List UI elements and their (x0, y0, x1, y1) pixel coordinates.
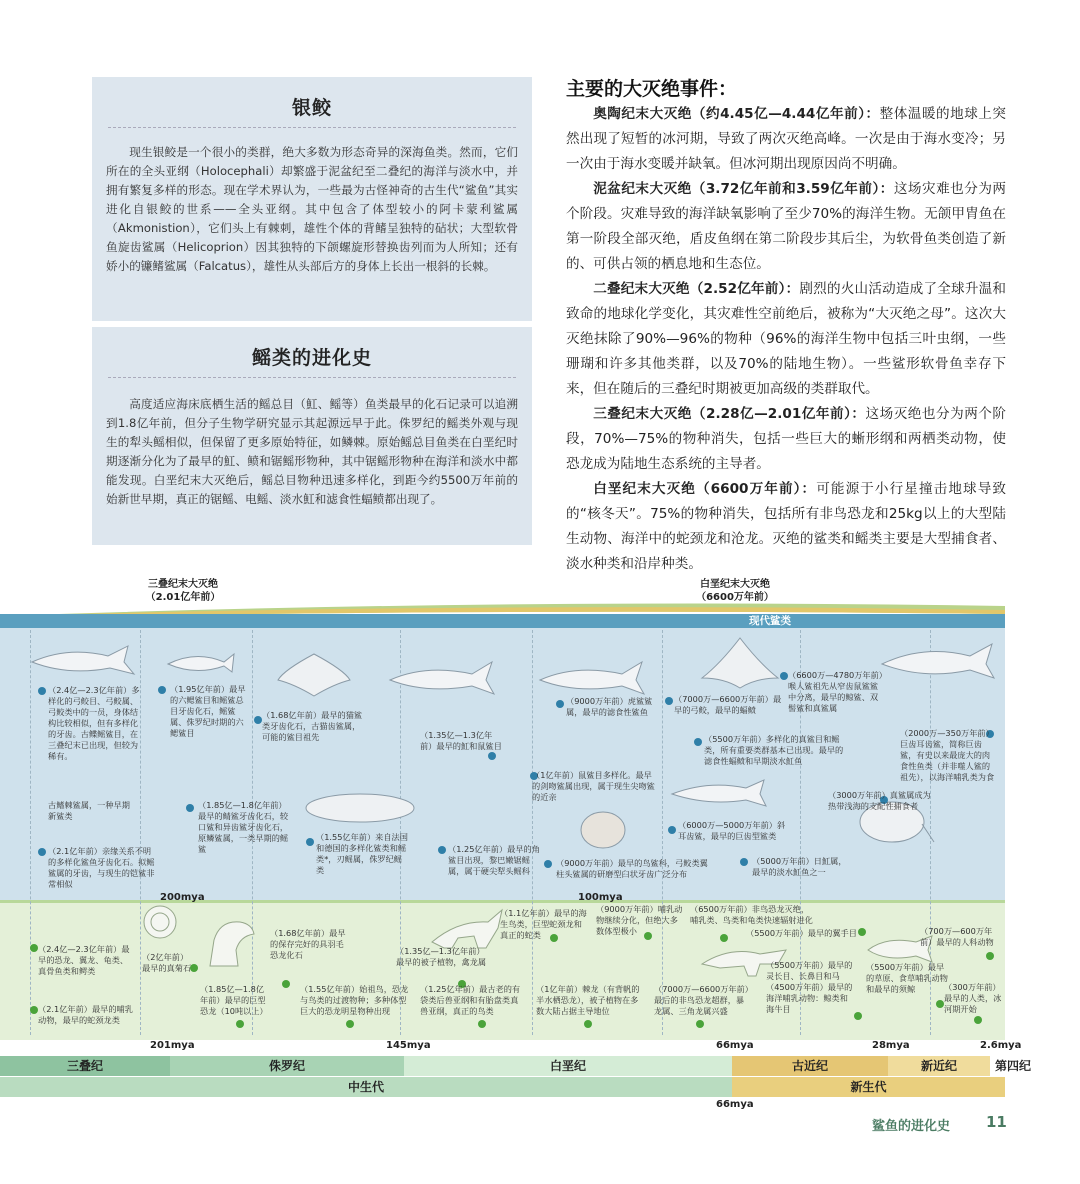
land-note: （700万—600万年前）最早的人科动物 (920, 926, 994, 947)
land-note: （9000万年前）哺乳动物继续分化，但绝大多数体型极小 (596, 904, 683, 936)
mya-label: 66mya (716, 1040, 754, 1051)
dinosaur-illustration (428, 902, 508, 952)
event-dot (668, 826, 676, 834)
sea-note: （1.68亿年前）最早的猫鲨类牙齿化石，古猫齿鲨属，可能的鲨目祖先 (262, 710, 363, 742)
mya-label: 201mya (150, 1040, 195, 1051)
extinction-item: 三叠纪末大灭绝（2.28亿—2.01亿年前）：这场灭绝也分为两个阶段，70%—75%的物种消失，包括一些巨大的蜥形纲和两栖类动物，使恐龙成为陆地生态系统的主导者。 (566, 406, 1007, 472)
period-jurassic: 侏罗纪 (170, 1056, 404, 1076)
extinction-item: 白垩纪末大灭绝（6600万年前）：可能源于小行星撞击地球导致的“核冬天”。75%的物种消失，包括所有非鸟恐龙和25kg以上的大型陆生动物、海洋中的蛇颈龙和沧龙。灭绝的鲨类和鳐类主要是大型捕食者、淡水种类和沿岸种类。 (566, 481, 1006, 572)
event-triassic-label: 三叠纪末大灭绝 （2.01亿年前） (145, 579, 221, 603)
mya-label: 100mya (578, 892, 623, 903)
chimaera-text: 现生银鲛是一个很小的类群，绝大多数为形态奇异的深海鱼类。然而，它们所在的全头亚纲（Holocephali）却繁盛于泥盆纪至二叠纪的海洋与淡水中，并拥有繁复多样的形态。现在学术界认为，一些最为古怪神奇的古生代“鲨鱼”其实进化自银鲛的世系——全头亚纲。其中包含了体型较小的阿卡蒙利鲨属（Akmonistion），它们头上有棘刺，雄性个体的背鳍呈独特的砧状；大型软骨鱼旋齿鲨属（Helicoprion）因其独特的下颌螺旋形替换齿列而为人所知；还有娇小的镰鳍鲨属（Falcatus），雄性从头部后方的身体上长出一根斜的长棘。 (106, 145, 518, 273)
sea-note: （1.25亿年前）最早的角鲨目出现，黎巴嫩锯鳐属，属于硬尖犁头鳐科 (448, 844, 540, 876)
event-dot (780, 672, 788, 680)
chimaera-box (92, 77, 532, 321)
mya-label: 66mya (716, 1099, 754, 1110)
sea-note: （6000万—5000万年前）斜耳齿鲨，最早的巨齿型鲨类 (678, 820, 786, 841)
event-cretaceous-label: 白垩纪末大灭绝 （6600万年前） (696, 579, 774, 603)
guide-line (532, 630, 533, 1035)
event-dot (282, 980, 290, 988)
page-number: 11 (986, 1113, 1007, 1131)
event-dot (665, 697, 673, 705)
rays-box (92, 327, 532, 545)
sea-note: 古鳍棘鲨属，一种早期新鲨类 (48, 800, 130, 821)
sea-note: （3000万年前）真鲨属成为热带浅海的支配性捕食者 (828, 790, 931, 811)
extinction-list (566, 102, 1006, 577)
event-dot (30, 1006, 38, 1014)
shark-illustration (28, 640, 138, 680)
divider (108, 127, 516, 128)
land-note: （2.4亿—2.3亿年前）最早的恐龙、翼龙、龟类、真骨鱼类和鳄类 (38, 944, 130, 976)
megalodon-illustration (878, 640, 998, 682)
land-note: （5500万年前）最早的灵长目、长鼻目和马（4500万年前）最早的海洋哺乳动物：鲸类和海牛目 (766, 960, 853, 1014)
modern-sharks-label: 现代鲨类 (749, 615, 791, 627)
event-dot (438, 846, 446, 854)
period-quaternary: 第四纪 (990, 1056, 1036, 1076)
footer-title: 鲨鱼的进化史 (872, 1119, 951, 1134)
sea-note: （1.85亿—1.8亿年前）最早的鲭鲨牙齿化石，较口鲨和异齿鲨牙齿化石，原鳞鲨属，一类早期的鳐鲨 (198, 800, 289, 854)
rays-title: 鳐类的进化史 (251, 347, 372, 369)
sea-note: （9000万年前）最早的鸟鲨科，弓鲛类翼柱头鲨属的研磨型臼状牙齿广泛分布 (556, 858, 708, 879)
era-cenozoic: 新生代 (732, 1077, 1005, 1097)
sea-note: （6600万—4780万年前）喉人鲨祖先从窄齿鼠鲨鲨中分离，最早的鲸鲨、双髻鲨和真鲨属 (788, 670, 883, 713)
event-dot (30, 944, 38, 952)
event-dot (488, 752, 496, 760)
shark-illustration (668, 776, 768, 810)
land-note: （1.1亿年前）最早的海生鸟类，巨型蛇颈龙和真正的蛇类 (500, 908, 587, 940)
event-dot (936, 1000, 944, 1008)
sea-note: （1.35亿—1.3亿年前）最早的魟和鼠鲨目 (420, 730, 502, 751)
sea-note: （1.55亿年前）来自法国和德国的多样化鲨类和鳐类*，刃鳐属，侏罗纪鳐类 (316, 832, 408, 875)
mya-label: 28mya (872, 1040, 910, 1051)
event-dot (236, 1020, 244, 1028)
rays-text: 高度适应海床底栖生活的鳐总目（魟、鳐等）鱼类最早的化石记录可以追溯到1.8亿年前，但分子生物学研究显示其起源远早于此。侏罗纪的鳐类外观与现生的犁头鳐相似，但保留了更多原始特征，如鳞棘。原始鳐总目鱼类在白垩纪时期逐渐分化为了最早的魟、鲼和锯鳐形物种，其中锯鳐形物种在海洋和淡水中都能发现。白垩纪末大灭绝后，鳐总目物种迅速多样化，到距今约5500万年前的始新世早期，真正的锯鳐、电鳐、淡水魟和滤食性蝠鲼都出现了。 (106, 397, 518, 506)
event-dot (544, 860, 552, 868)
sea-note: （1.95亿年前）最早的六鳃鲨目和鳐鲨总目牙齿化石，鳐鲨属、侏罗纪时期的六鳃鲨目 (170, 684, 246, 738)
sea-note: （5500万年前）多样化的真鲨目和鳐类，所有重要类群基本已出现。最早的滤食性蝠鲼和早期淡水魟鱼 (704, 734, 844, 766)
land-note: （1.68亿年前）最早的保存完好的具羽毛恐龙化石 (270, 928, 346, 960)
event-dot (478, 1020, 486, 1028)
ray-illustration (300, 790, 420, 826)
sea-note: （9000万年前）虎鲨鲨属，最早的滤食性鲨鱼 (566, 696, 653, 717)
land-note: （1.85亿—1.8亿年前）最早的巨型恐龙（10吨以上） (200, 984, 268, 1016)
extinction-heading: 主要的大灭绝事件： (566, 78, 738, 100)
event-dot (306, 838, 314, 846)
event-dot (694, 738, 702, 746)
period-cretaceous: 白垩纪 (404, 1056, 732, 1076)
extinction-item: 泥盆纪末大灭绝（3.72亿年前和3.59亿年前）：这场灾难也分为两个阶段。灾难导致的海洋缺氧影响了至少70%的海洋生物。无颌甲胄鱼在第一阶段全部灭绝，盾皮鱼纲在第二阶段步其后尘，为软骨鱼类创造了新的、可供占领的栖息地和生态位。 (566, 181, 1007, 272)
event-dot (858, 928, 866, 936)
mya-label: 145mya (386, 1040, 431, 1051)
land-note: （5500万年前）最早的翼手目 (746, 928, 857, 938)
event-dot (38, 848, 46, 856)
land-note: （1.35亿—1.3亿年前）最早的被子植物，禽龙属 (396, 946, 487, 967)
event-dot (186, 804, 194, 812)
land-note: （1.25亿年前）最古老的有袋类后兽亚纲和有胎盘类真兽亚纲，真正的鸟类 (420, 984, 521, 1016)
sea-note: （2000万—350万年前）巨齿耳齿鲨，简称巨齿鲨，有史以来最庞大的肉食性鱼类（并非噬人鲨的祖先），以海洋哺乳类为食 (900, 728, 995, 782)
mya-label: 2.6mya (980, 1040, 1022, 1051)
shark-illustration (536, 660, 646, 696)
sea-note: （1亿年前）鼠鲨目多样化。最早的剑吻鲨属出现，属于现生尖吻鲨的近亲 (532, 770, 655, 802)
modern-sharks-bar (0, 614, 1005, 628)
land-note: （7000万—6600万年前）最后的非鸟恐龙超群，暴龙属、三角龙属兴盛 (654, 984, 749, 1016)
mya-label: 200mya (160, 892, 205, 903)
period-triassic: 三叠纪 (0, 1056, 170, 1076)
event-dot (584, 1020, 592, 1028)
sea-note: （2.1亿年前）亲缘关系不明的多样化鲨鱼牙齿化石。拟鳐鲨属的牙齿，与现生的铠鲨非常相似 (48, 846, 155, 889)
period-paleogene: 古近纪 (732, 1056, 888, 1076)
dinosaur-illustration (200, 910, 260, 970)
shark-illustration (386, 660, 496, 696)
land-note: （2.1亿年前）最早的哺乳动物，最早的蛇颈龙类 (38, 1004, 133, 1025)
guide-line (662, 630, 663, 1035)
manta-illustration (700, 634, 780, 690)
event-dot (254, 716, 262, 724)
land-note: （6500万年前）非鸟恐龙灭绝，哺乳类、鸟类和龟类快速辐射进化 (690, 904, 813, 925)
land-note: （300万年前）最早的人类，冰河期开始 (944, 982, 1002, 1014)
land-note: （2亿年前）最早的真菊石 (142, 952, 192, 973)
land-note: （1亿年前）棘龙（有背帆的半水栖恐龙），被子植物在多数大陆占据主导地位 (536, 984, 640, 1016)
extinction-item: 奥陶纪末大灭绝（约4.45亿—4.44亿年前）：整体温暖的地球上突然出现了短暂的冰河期，导致了两次灭绝高峰。一次是由于海水变冷；另一次由于海水变暖并缺氧。但冰河期出现原因尚不明确。 (566, 106, 1006, 172)
sea-note: （5000万年前）日魟属，最早的淡水魟鱼之一 (752, 856, 847, 877)
land-note: （1.55亿年前）始祖鸟，恐龙与鸟类的过渡物种；多种体型巨大的恐龙明星物种出现 (300, 984, 409, 1016)
extinction-item: 二叠纪末大灭绝（2.52亿年前）：剧烈的火山活动造成了全球升温和致命的地球化学变化，其灾难性空前绝后，被称为“大灭绝之母”。这次大灭绝抹除了90%—96%的物种（96%的海洋生物中包括三叶虫纲，一些珊瑚和许多其他类群，以及70%的陆地生物）。一些鲨形软骨鱼幸存下来，但在随后的三叠纪时期被更加高级的类群取代。 (566, 281, 1006, 397)
era-mesozoic: 中生代 (0, 1077, 732, 1097)
event-dot (720, 934, 728, 942)
event-dot (696, 1020, 704, 1028)
event-dot (38, 687, 46, 695)
sea-note: （7000万—6600万年前）最早的弓鲛，最早的蝠鲼 (674, 694, 782, 715)
event-dot (740, 858, 748, 866)
ray-illustration (274, 650, 354, 700)
event-dot (158, 686, 166, 694)
shark-illustration (166, 648, 236, 678)
guide-line (30, 630, 31, 1035)
chimaera-title: 银鲛 (291, 97, 332, 119)
event-dot (854, 1012, 862, 1020)
event-dot (986, 952, 994, 960)
divider (108, 377, 516, 378)
ammonite-illustration (140, 902, 180, 942)
event-dot (556, 700, 564, 708)
event-dot (974, 1016, 982, 1024)
event-dot (346, 1020, 354, 1028)
period-neogene: 新近纪 (888, 1056, 990, 1076)
tooth-plate-illustration (578, 810, 628, 850)
sea-note: （2.4亿—2.3亿年前）多样化的弓鲛目、弓鲛属、弓鲛类中的一员，身体结构比较相似，但有多样化的牙齿。古鲽鳐鲨目，在三叠纪末已出现，但较为稀有。 (48, 685, 140, 761)
land-note: （5500万年前）最早的草原、食草哺乳动物和最早的须鲸 (866, 962, 948, 994)
